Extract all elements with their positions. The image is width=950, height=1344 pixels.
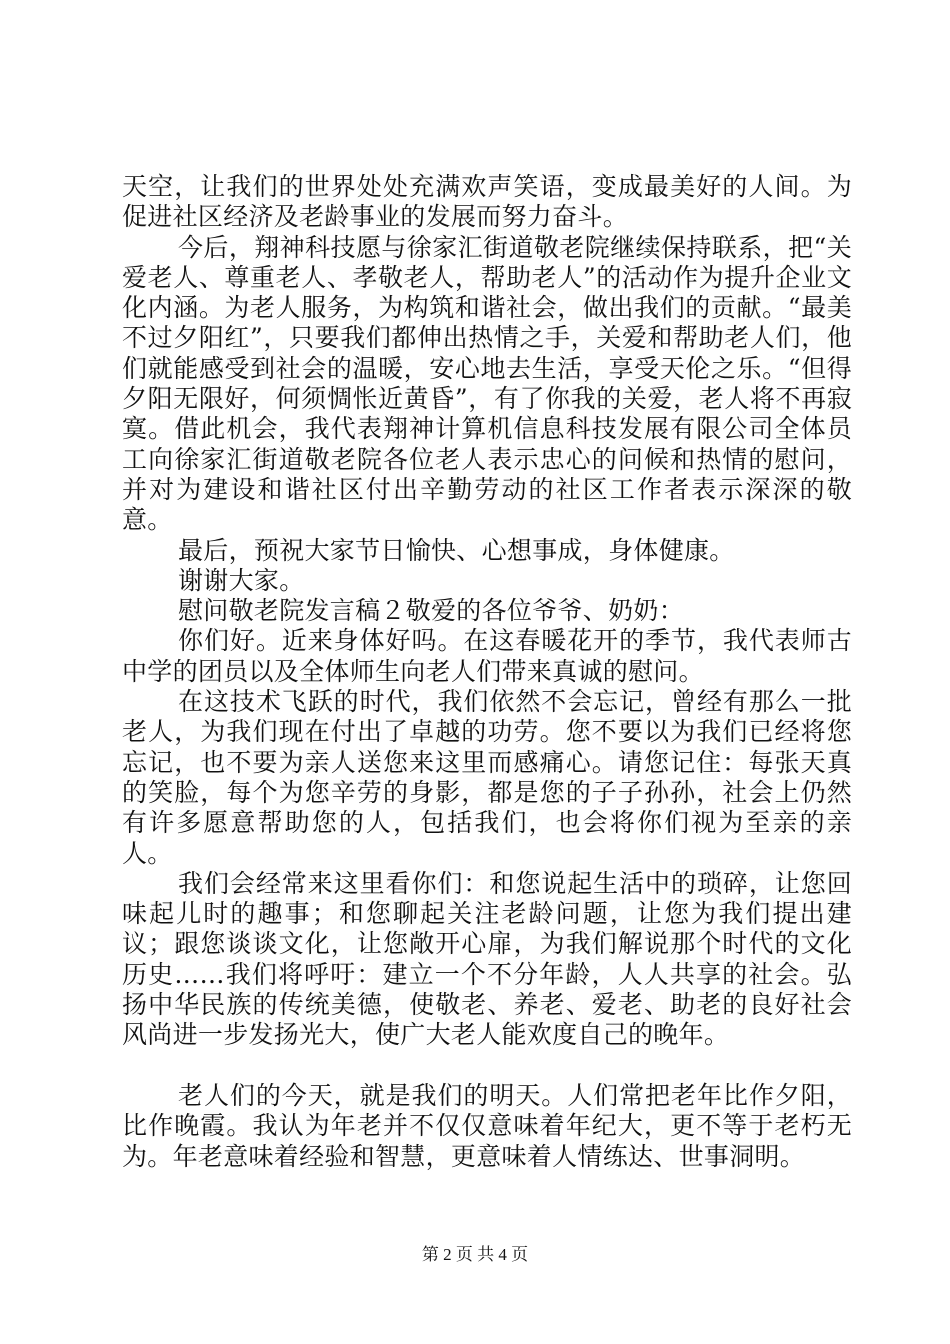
body-text — [122, 172, 852, 1172]
paragraph-9: 老人们的今天，就是我们的明天。人们常把老年比作夕阳，比作晚霞。我认为年老并不仅仅意味着年纪大，更不等于老朽无为。年老意味着经验和智慧，更意味着人情练达、世事洞明。 — [122, 1080, 852, 1171]
page-footer: 第 2 页 共 4 页 — [421, 1245, 529, 1264]
paragraph-2: 今后，翔神科技愿与徐家汇街道敬老院继续保持联系，把“关爱老人、尊重老人、孝敬老人，帮助老人”的活动作为提升企业文化内涵。为老人服务，为构筑和谐社会，做出我们的贡献。“最美不过夕阳红”，只要我们都伸出热情之手，关爱和帮助老人们，他们就能感受到社会的温暖，安心地去生活，享受天伦之乐。“但得夕阳无限好，何须惆怅近黄昏”，有了你我的关爱，老人将不再寂寞。借此机会，我代表翔神计算机信息科技发展有限公司全体员工向徐家汇街道敬老院各位老人表示忠心的问候和热情的慰问，并对为建设和谐社区付出辛勤劳动的社区工作者表示深深的敬意。 — [122, 232, 852, 535]
paragraph-4: 谢谢大家。 — [178, 565, 305, 595]
paragraph-7: 在这技术飞跃的时代，我们依然不会忘记，曾经有那么一批老人，为我们现在付出了卓越的功劳。您不要以为我们已经将您忘记，也不要为亲人送您来这里而感痛心。请您记住：每张天真的笑脸，每个为您辛劳的身影，都是您的子子孙孙，社会上仍然有许多愿意帮助您的人，包括我们，也会将你们视为至亲的亲人。 — [122, 687, 852, 868]
paragraph-3: 最后，预祝大家节日愉快、心想事成，身体健康。 — [178, 535, 735, 565]
paragraph-6: 你们好。近来身体好吗。在这春暖花开的季节，我代表师古中学的团员以及全体师生向老人们带来真诚的慰问。 — [122, 626, 852, 686]
paragraph-1: 天空，让我们的世界处处充满欢声笑语，变成最美好的人间。为促进社区经济及老龄事业的发展而努力奋斗。 — [122, 172, 852, 232]
paragraph-8: 我们会经常来这里看你们：和您说起生活中的琐碎，让您回味起儿时的趣事；和您聊起关注老龄问题，让您为我们提出建议；跟您谈谈文化，让您敞开心扉，为我们解说那个时代的文化历史……我们将呼吁：建立一个不分年龄，人人共享的社会。弘扬中华民族的传统美德，使敬老、养老、爱老、助老的良好社会风尚进一步发扬光大，使广大老人能欢度自己的晚年。 — [122, 868, 852, 1050]
paragraph-5: 慰问敬老院发言稿２敬爱的各位爷爷、奶奶： — [178, 596, 685, 626]
blank-line — [122, 1051, 852, 1081]
